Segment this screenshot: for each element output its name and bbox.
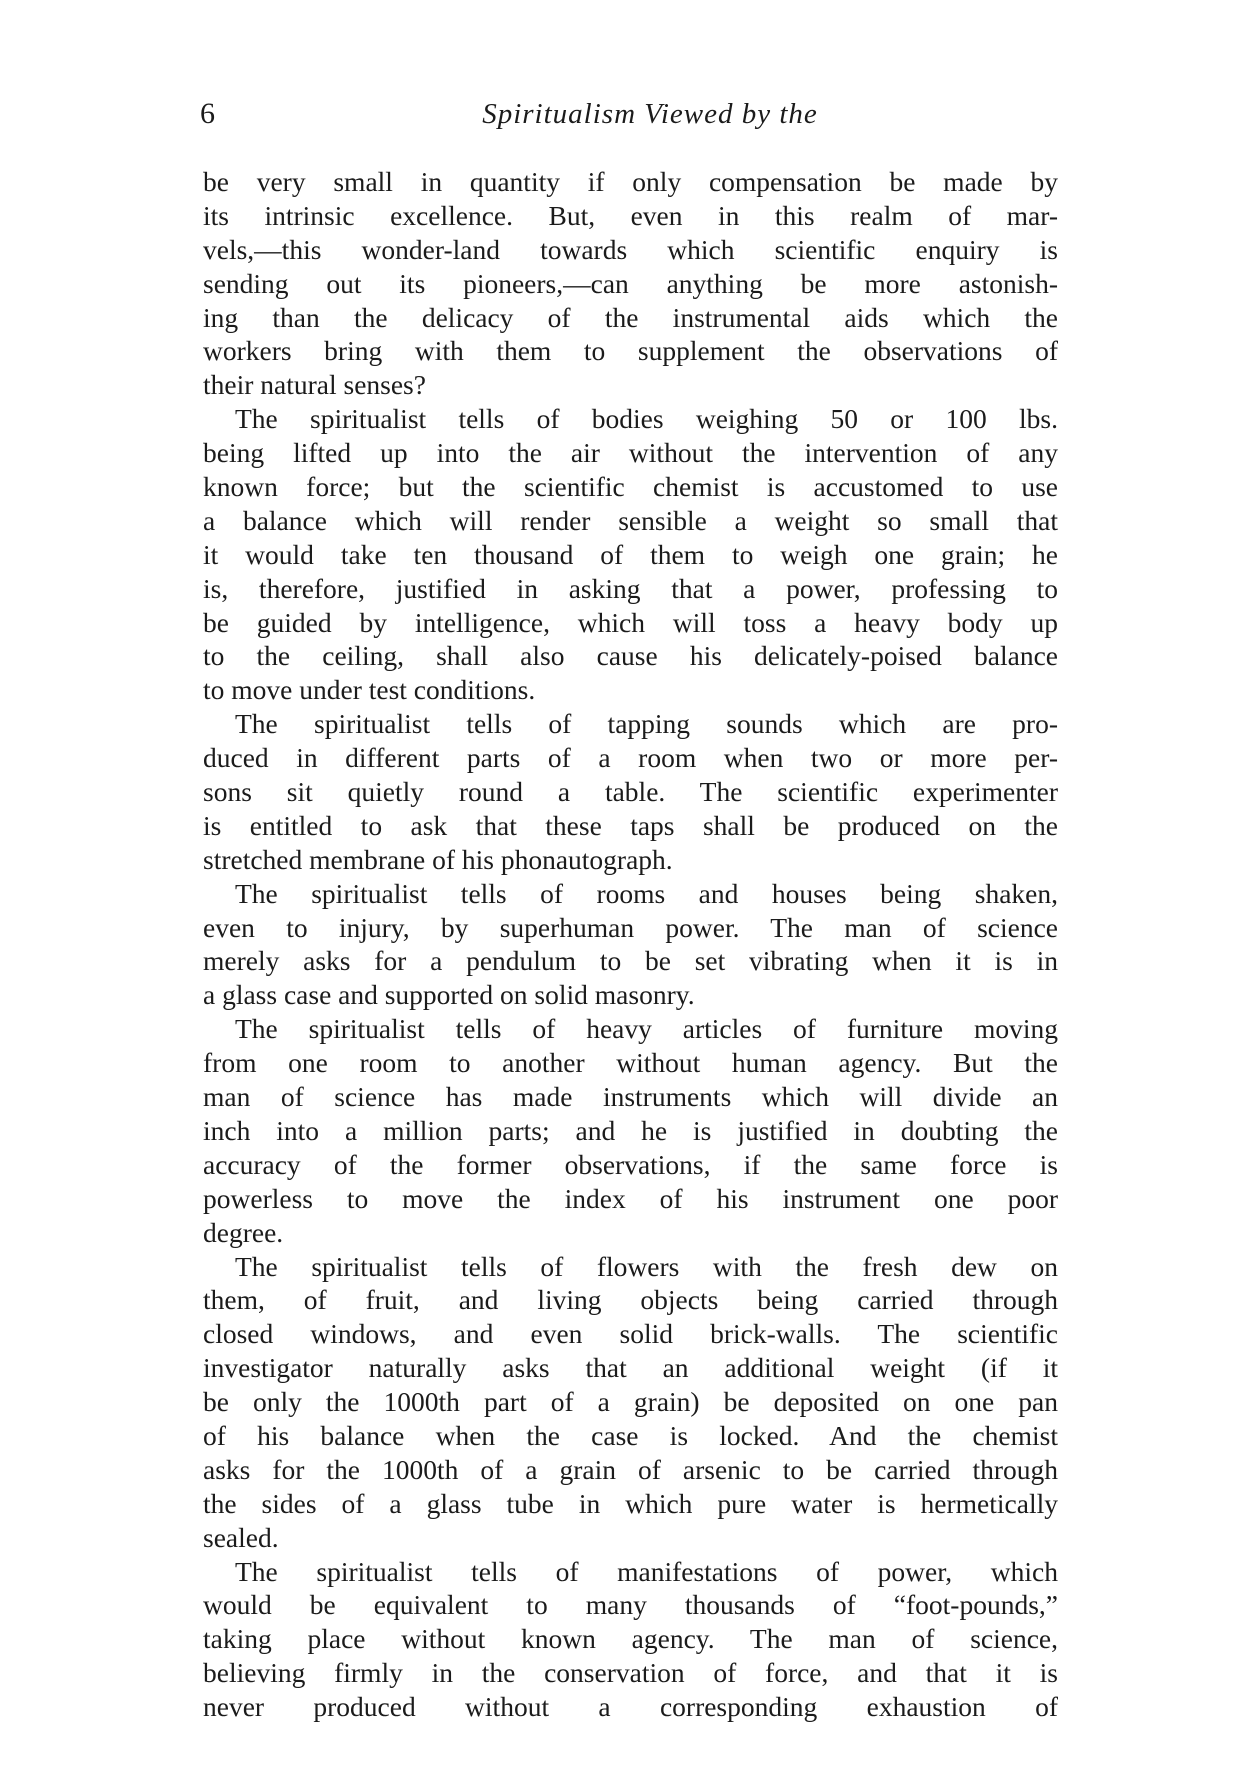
text-line: The spiritualist tells of tapping sounds which are pro- [235,708,1058,740]
text-line: stretched membrane of his phonautograph. [203,843,673,875]
text-line: The spiritualist tells of flowers with the fresh dew on [235,1250,1058,1282]
text-line: believing firmly in the conservation of force, and that it is [203,1657,1058,1689]
text-line: investigator naturally asks that an additional weight (if it [203,1352,1058,1384]
text-line: sending out its pioneers,—can anything be more astonish- [203,267,1058,299]
text-line: is, therefore, justified in asking that a power, professing to [203,572,1058,604]
text-line: the sides of a glass tube in which pure water is hermetically [203,1487,1058,1519]
text-line: would be equivalent to many thousands of “foot-pounds,” [203,1589,1058,1621]
text-line: man of science has made instruments which will divide an [203,1081,1058,1113]
running-title: Spiritualism Viewed by the [482,98,818,130]
page-number: 6 [200,97,215,130]
text-line: their natural senses? [203,369,426,401]
text-line: to the ceiling, shall also cause his delicately-poised balance [203,640,1058,672]
text-line: a glass case and supported on solid masonry. [203,979,695,1011]
text-line: them, of fruit, and living objects being carried through [203,1284,1058,1316]
text-line: never produced without a corresponding exhaustion of [203,1691,1058,1723]
text-line: powerless to move the index of his instrument one poor [203,1182,1058,1214]
text-line: taking place without known agency. The man of science, [203,1623,1058,1655]
text-line: duced in different parts of a room when two or more per- [203,742,1058,774]
text-line: accuracy of the former observations, if the same force is [203,1148,1058,1180]
text-line: even to injury, by superhuman power. The man of science [203,911,1058,943]
text-line: of his balance when the case is locked. And the chemist [203,1419,1058,1451]
text-line: The spiritualist tells of manifestations of power, which [235,1555,1058,1587]
text-line: sealed. [203,1521,279,1553]
body-text [203,165,1058,1724]
text-line: be guided by intelligence, which will toss a heavy body up [203,606,1058,638]
running-head [200,94,1060,134]
text-line: ing than the delicacy of the instrumental aids which the [203,301,1058,333]
text-line: closed windows, and even solid brick-walls. The scientific [203,1318,1058,1350]
text-line: be very small in quantity if only compensation be made by [203,166,1058,197]
text-line: The spiritualist tells of rooms and houses being shaken, [235,877,1058,909]
text-line: merely asks for a pendulum to be set vibrating when it is in [203,945,1058,977]
text-line: The spiritualist tells of heavy articles of furniture moving [235,1013,1058,1045]
text-line: be only the 1000th part of a grain) be deposited on one pan [203,1386,1058,1418]
text-line: it would take ten thousand of them to weigh one grain; he [203,538,1058,570]
text-line: inch into a million parts; and he is justified in doubting the [203,1114,1058,1146]
text-line: is entitled to ask that these taps shall be produced on the [203,809,1058,841]
text-line: vels,—this wonder-land towards which scientific enquiry is [203,233,1058,265]
text-line: a balance which will render sensible a weight so small that [203,504,1058,536]
text-line: degree. [203,1216,284,1248]
text-line: asks for the 1000th of a grain of arsenic to be carried through [203,1453,1058,1485]
text-line: from one room to another without human agency. But the [203,1047,1058,1079]
text-line: workers bring with them to supplement the observations of [203,335,1058,367]
text-line: to move under test conditions. [203,674,536,706]
text-line: known force; but the scientific chemist is accustomed to use [203,471,1058,503]
text-line: being lifted up into the air without the intervention of any [203,437,1058,469]
text-line: The spiritualist tells of bodies weighing 50 or 100 lbs. [235,403,1058,435]
text-line: its intrinsic excellence. But, even in this realm of mar- [203,199,1058,231]
text-line: sons sit quietly round a table. The scientific experimenter [203,776,1058,808]
